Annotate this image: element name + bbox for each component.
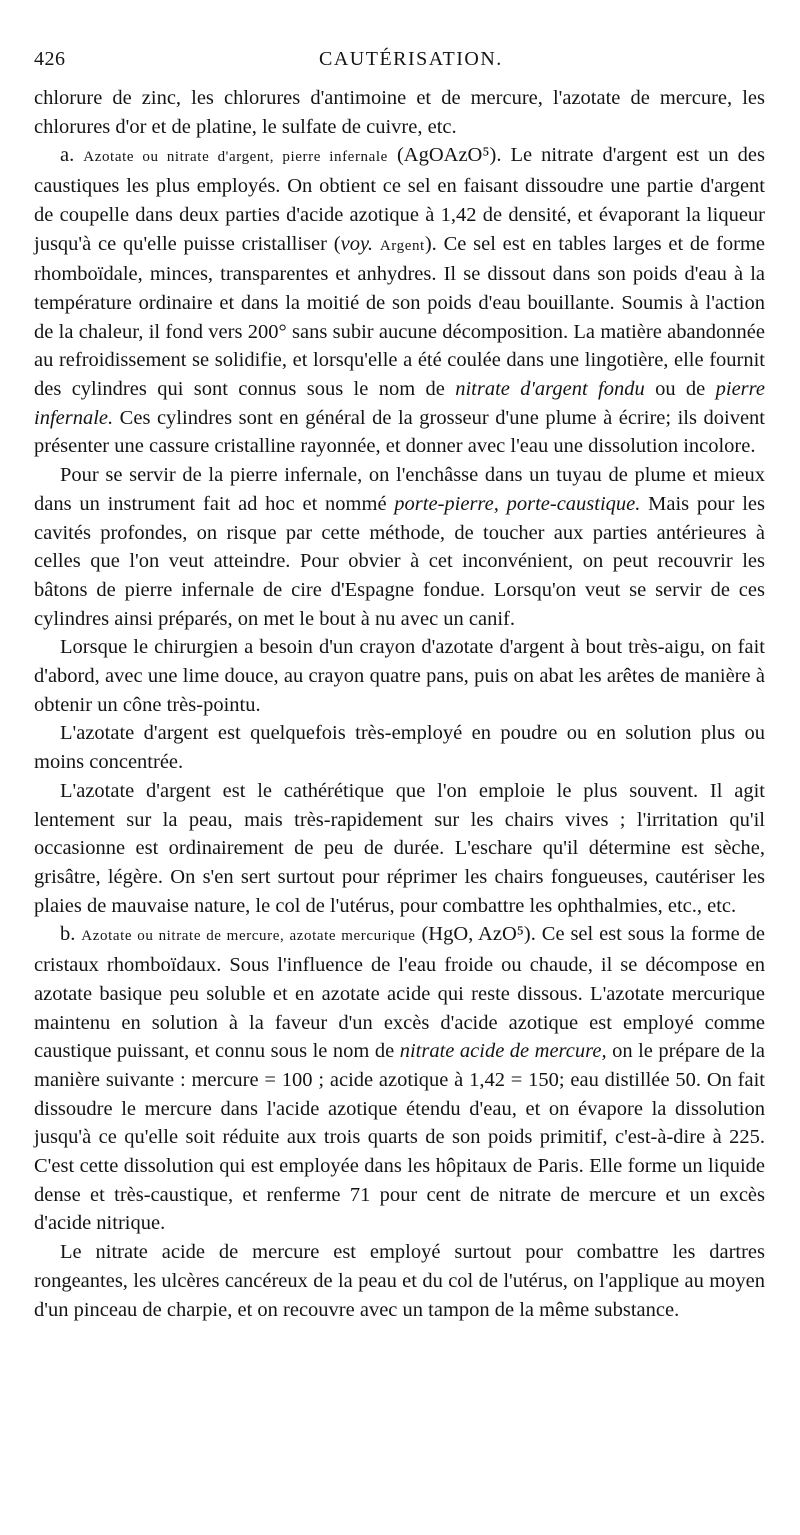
paragraph-silver-nitrate	[34, 141, 765, 461]
paragraph-text: Ce sel est sous la forme de cristaux rhomboïdaux. Sous l'influence de l'eau froide ou chaude, il se décompose en azotate basique peu soluble et en azotate acide qui reste dissous. L'azotate mercurique maintenu en solution à la faveur d'un excès d'acide azotique est employé comme caustique puissant, et connu sous le nom de	[34, 923, 766, 1063]
paragraph-catheretic: L'azotate d'argent est le cathérétique que l'on emploie le plus souvent. Il agit lentement sur la peau, mais très-rapidement sur les chairs vives ; l'irritation qu'il occasionne est ordinairement de peu de durée. L'eschare qu'il détermine est sèche, grisâtre, légère. On s'en sert surtout pour réprimer les chairs fongueuses, cautériser les plaies de mauvaise nature, le col de l'utérus, pour combattre les ophthalmies, etc., etc.	[34, 779, 765, 917]
paragraph-text: Le nitrate d'argent est un des caustiques les plus employés. On obtient ce sel en faisant dissoudre une partie d'argent de coupelle dans deux parties d'acide azotique à 1,42 de densité, et évaporant la liqueur jusqu'à ce qu'elle puisse cristalliser (	[34, 144, 766, 255]
paragraph-text: Pour se servir de la pierre infernale, on l'enchâsse dans un tuyau de plume et mieux dans un instrument fait ad hoc et nommé	[34, 464, 765, 515]
page-header	[34, 44, 764, 74]
italic-term: porte-pierre, porte-caustique.	[394, 492, 641, 515]
paragraph-acid-nitrate-use: Le nitrate acide de mercure est employé surtout pour combattre les dartres rongeantes, les ulcères cancéreux de la peau et du col de l'utérus, on l'applique au moyen d'un pinceau de charpie, et on recouvre avec un tampon de la même substance.	[34, 1241, 765, 1321]
section-heading-mercury-nitrate: Azotate ou nitrate de mercure, azotate mercurique	[81, 928, 416, 945]
paragraph-mercury-nitrate	[34, 920, 765, 1238]
section-heading-silver-nitrate: Azotate ou nitrate d'argent, pierre infernale	[83, 149, 388, 166]
italic-term: nitrate acide de mercure,	[399, 1040, 607, 1063]
paragraph-powder: L'azotate d'argent est quelquefois très-employé en poudre ou en solution plus ou moins concentrée.	[34, 722, 765, 774]
paragraph-text: ). Ce sel est en tables larges et de forme rhomboïdale, minces, transparentes et anhydres. Il se dissout dans son poids d'eau à la température ordinaire et dans la moitié de son poids d'eau bouillante. Soumis à l'action de la chaleur, il fond vers 200° sans subir aucune décomposition. La matière abandonnée au refroidissement se solidifie, et lorsqu'elle a été coulée dans une lingotière, elle fournit des cylindres qui sont connus sous le nom de	[34, 232, 766, 401]
paragraph-usage	[34, 461, 765, 633]
paragraph-text: Mais pour les cavités profondes, on risque par cette méthode, de toucher aux parties antérieures à celles que l'on veut atteindre. Pour obvier à cet inconvénient, on peut recouvrir les bâtons de pierre infernale de cire d'Espagne fondue. Lorsqu'on veut se servir de ces cylindres ainsi préparés, on met le bout à nu avec un canif.	[34, 492, 765, 630]
section-marker-b: b.	[60, 923, 76, 946]
running-title: CAUTÉRISATION.	[319, 48, 503, 70]
paragraph-text: Ces cylindres sont en général de la grosseur d'une plume à écrire; ils doivent présenter une cassure cristalline rayonnée, et donner avec l'eau une dissolution incolore.	[34, 406, 765, 458]
italic-term: pierre infernale.	[34, 378, 765, 429]
body-text	[34, 84, 765, 1324]
chemical-formula: (HgO, AzO⁵).	[421, 923, 536, 946]
page-number: 426	[34, 48, 66, 70]
cross-reference: Argent	[379, 237, 425, 254]
paragraph-text: on le prépare de la manière suivante : mercure = 100 ; acide azotique à 1,42 = 150; eau distillée 50. On fait dissoudre le mercure dans l'acide azotique étendu d'eau, et on évapore la dissolution jusqu'à ce qu'elle soit réduite aux trois quarts de son poids primitif, c'est-à-dire à 225. C'est cette dissolution qui est employée dans les hôpitaux de Paris. Elle forme un liquide dense et très-caustique, et renferme 71 pour cent de nitrate de mercure et un excès d'acide nitrique.	[34, 1040, 765, 1235]
italic-term: nitrate d'argent fondu	[455, 378, 645, 401]
paragraph-text: ou de	[644, 378, 716, 401]
section-marker-a: a.	[60, 144, 75, 167]
paragraph-continued: chlorure de zinc, les chlorures d'antimoine et de mercure, l'azotate de mercure, les chlorures d'or et de platine, le sulfate de cuivre, etc.	[34, 87, 765, 138]
paragraph-crayon: Lorsque le chirurgien a besoin d'un crayon d'azotate d'argent à bout très-aigu, on fait d'abord, avec une lime douce, au crayon quatre pans, puis on abat les arêtes de manière à obtenir un cône très-pointu.	[34, 636, 765, 716]
see-also-abbrev: voy.	[340, 232, 374, 255]
chemical-formula: (AgOAzO⁵).	[396, 144, 502, 167]
